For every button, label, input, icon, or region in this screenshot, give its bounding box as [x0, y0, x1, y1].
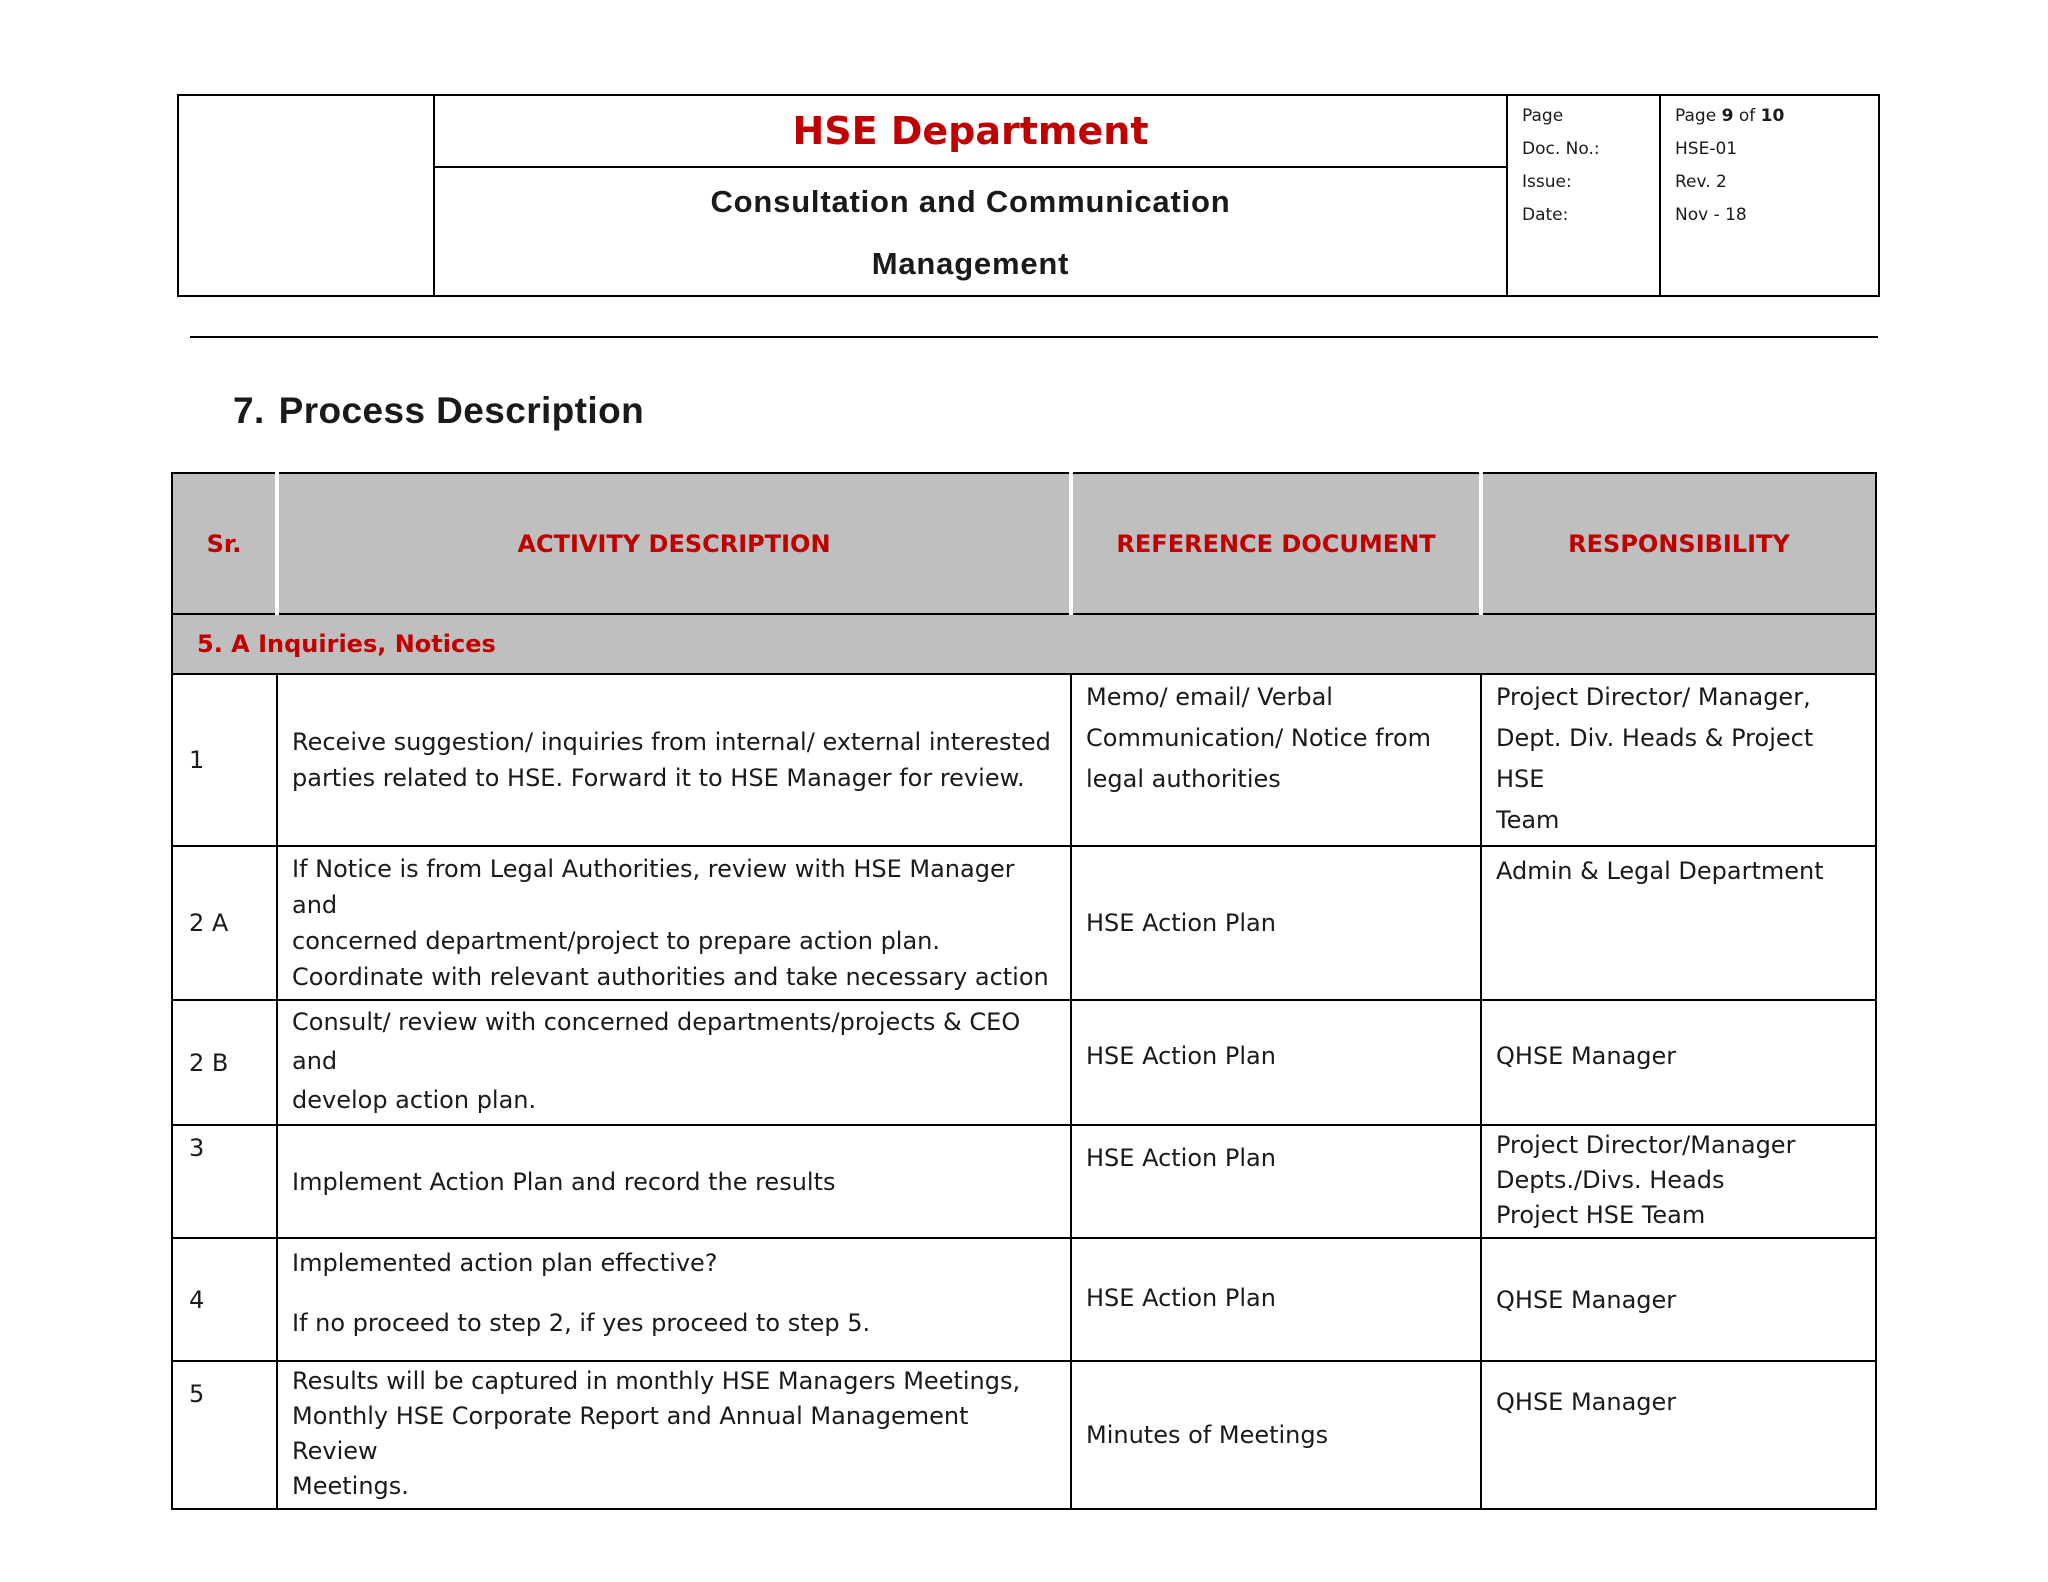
reference-line: Memo/ email/ Verbal: [1086, 683, 1333, 711]
responsibility-line: QHSE Manager: [1496, 1041, 1677, 1070]
responsibility-line: Team: [1496, 806, 1560, 834]
sr-cell: 4: [172, 1238, 277, 1361]
activity-line: Coordinate with relevant authorities and take necessary action: [292, 963, 1049, 991]
reference-cell: [1071, 674, 1481, 846]
reference-cell: [1071, 1238, 1481, 1361]
activity-cell: [277, 1361, 1071, 1509]
table-row: [172, 1125, 1876, 1238]
section-title: Process Description: [278, 390, 645, 431]
activity-line: Implement Action Plan and record the results: [292, 1167, 836, 1196]
sr-cell: 5: [172, 1361, 277, 1509]
table-row: [172, 846, 1876, 1000]
activity-line: Results will be captured in monthly HSE Managers Meetings,: [292, 1367, 1021, 1395]
responsibility-cell: [1481, 1238, 1876, 1361]
document-title-cell: [434, 167, 1507, 296]
responsibility-cell: [1481, 674, 1876, 846]
sr-cell: 1: [172, 674, 277, 846]
page-number: [1675, 100, 1878, 133]
responsibility-cell: [1481, 1361, 1876, 1509]
responsibility-cell: [1481, 846, 1876, 1000]
activity-cell: [277, 674, 1071, 846]
header-divider: [190, 336, 1878, 338]
activity-line: Consult/ review with concerned departments/projects & CEO and: [292, 1008, 1021, 1075]
doc-number: HSE-01: [1675, 139, 1738, 159]
activity-cell: [277, 846, 1071, 1000]
page-prefix: Page: [1675, 106, 1717, 126]
activity-line: Monthly HSE Corporate Report and Annual Management Review: [292, 1402, 969, 1465]
table-row: [172, 1238, 1876, 1361]
document-header: [177, 94, 1880, 297]
group-row: [172, 614, 1876, 674]
activity-line: Implemented action plan effective?: [292, 1249, 718, 1277]
column-header-reference: REFERENCE DOCUMENT: [1071, 473, 1481, 614]
reference-line: legal authorities: [1086, 765, 1281, 793]
sr-cell: 3: [172, 1125, 277, 1238]
table-row: [172, 674, 1876, 846]
activity-line: If Notice is from Legal Authorities, review with HSE Manager and: [292, 855, 1015, 919]
column-header-responsibility: RESPONSIBILITY: [1481, 473, 1876, 614]
reference-line: HSE Action Plan: [1086, 909, 1276, 937]
section-number: 7.: [233, 390, 265, 431]
reference-line: HSE Action Plan: [1086, 1041, 1276, 1070]
responsibility-line: Dept. Div. Heads & Project HSE: [1496, 724, 1814, 793]
reference-cell: [1071, 1361, 1481, 1509]
table-header-row: [172, 473, 1876, 614]
responsibility-line: Project HSE Team: [1496, 1201, 1706, 1229]
reference-line: HSE Action Plan: [1086, 1144, 1276, 1172]
activity-cell: [277, 1000, 1071, 1125]
reference-line: Communication/ Notice from: [1086, 724, 1432, 752]
reference-line: HSE Action Plan: [1086, 1283, 1276, 1312]
activity-line: develop action plan.: [292, 1086, 537, 1114]
responsibility-line: Depts./Divs. Heads: [1496, 1166, 1725, 1194]
group-label: 5. A Inquiries, Notices: [172, 614, 1876, 674]
responsibility-line: QHSE Manager: [1496, 1388, 1677, 1416]
activity-cell: [277, 1125, 1071, 1238]
activity-line: parties related to HSE. Forward it to HSE Manager for review.: [292, 764, 1025, 792]
reference-cell: [1071, 846, 1481, 1000]
responsibility-line: Project Director/ Manager,: [1496, 683, 1811, 711]
activity-line: Meetings.: [292, 1472, 409, 1500]
responsibility-line: QHSE Manager: [1496, 1285, 1677, 1314]
responsibility-cell: [1481, 1000, 1876, 1125]
table-row: [172, 1000, 1876, 1125]
page-total: 10: [1760, 106, 1785, 126]
sr-cell: 2 B: [172, 1000, 277, 1125]
department-title: HSE Department: [792, 109, 1149, 153]
meta-label-page: Page: [1522, 106, 1564, 126]
process-table: [171, 472, 1877, 1510]
page-of: of: [1738, 106, 1756, 126]
responsibility-line: Admin & Legal Department: [1496, 857, 1824, 885]
activity-cell: [277, 1238, 1071, 1361]
reference-cell: [1071, 1125, 1481, 1238]
page-current: 9: [1721, 106, 1734, 126]
table-row: [172, 1361, 1876, 1509]
meta-label-doc-no: Doc. No.:: [1522, 139, 1600, 159]
meta-label-issue: Issue:: [1522, 172, 1572, 192]
meta-values: [1660, 95, 1879, 296]
sr-cell: 2 A: [172, 846, 277, 1000]
section-heading: [233, 390, 644, 432]
reference-cell: [1071, 1000, 1481, 1125]
activity-line: concerned department/project to prepare action plan.: [292, 927, 941, 955]
responsibility-line: Project Director/Manager: [1496, 1131, 1796, 1159]
logo-cell: [178, 95, 434, 296]
activity-line: Receive suggestion/ inquiries from internal/ external interested: [292, 728, 1051, 756]
document-title-line-1: Consultation and Communication: [710, 184, 1231, 219]
reference-line: Minutes of Meetings: [1086, 1421, 1329, 1449]
meta-label-date: Date:: [1522, 205, 1569, 225]
column-header-activity: ACTIVITY DESCRIPTION: [277, 473, 1071, 614]
date-value: Nov - 18: [1675, 205, 1747, 225]
document-title-line-2: Management: [871, 246, 1070, 281]
department-cell: [434, 95, 1507, 167]
meta-labels: [1507, 95, 1660, 296]
issue-value: Rev. 2: [1675, 172, 1727, 192]
responsibility-cell: [1481, 1125, 1876, 1238]
activity-line: If no proceed to step 2, if yes proceed to step 5.: [292, 1309, 871, 1337]
document-title: [435, 168, 1506, 295]
column-header-sr: Sr.: [172, 473, 277, 614]
